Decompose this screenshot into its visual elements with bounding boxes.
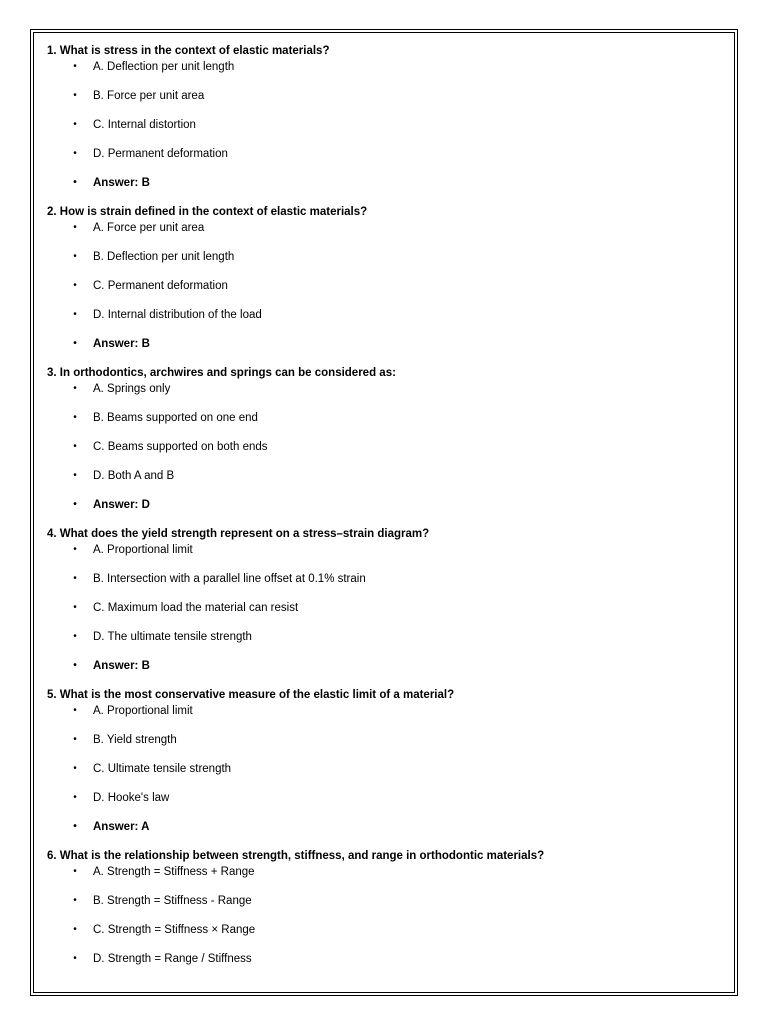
question-text: 1. What is stress in the context of elastic materials? (47, 45, 330, 57)
option-label: A. Force per unit area (93, 222, 205, 234)
option-item (47, 600, 727, 616)
option-label: C. Maximum load the material can resist (93, 602, 299, 614)
bullet-icon: • (73, 119, 77, 130)
option-item (47, 571, 727, 587)
option-item (47, 249, 727, 265)
bullet-icon: • (73, 499, 77, 510)
answer-item (47, 175, 727, 191)
option-list (47, 59, 727, 191)
answer-item (47, 658, 727, 674)
bullet-icon: • (73, 383, 77, 394)
bullet-icon: • (73, 280, 77, 291)
bullet-icon: • (73, 602, 77, 613)
option-item (47, 410, 727, 426)
option-item (47, 307, 727, 323)
option-item (47, 146, 727, 162)
bullet-icon: • (73, 61, 77, 72)
option-item (47, 117, 727, 133)
bullet-icon: • (73, 573, 77, 584)
option-item (47, 59, 727, 75)
option-item (47, 893, 727, 909)
bullet-icon: • (73, 251, 77, 262)
option-label: B. Deflection per unit length (93, 251, 235, 263)
question-text: 2. How is strain defined in the context of elastic materials? (47, 206, 368, 218)
option-label: D. Both A and B (93, 470, 175, 482)
answer-label: Answer: B (93, 177, 150, 189)
option-list (47, 381, 727, 513)
bullet-icon: • (73, 821, 77, 832)
bullet-icon: • (73, 544, 77, 555)
answer-item (47, 819, 727, 835)
option-item (47, 542, 727, 558)
option-label: D. The ultimate tensile strength (93, 631, 252, 643)
bullet-icon: • (73, 338, 77, 349)
bullet-icon: • (73, 148, 77, 159)
question-text: 6. What is the relationship between strength, stiffness, and range in orthodontic materials? (47, 850, 545, 862)
answer-item (47, 336, 727, 352)
bullet-icon: • (73, 177, 77, 188)
option-item (47, 439, 727, 455)
bullet-icon: • (73, 705, 77, 716)
option-item (47, 220, 727, 236)
quiz-content (47, 43, 727, 980)
option-item (47, 732, 727, 748)
option-item (47, 951, 727, 967)
bullet-icon: • (73, 953, 77, 964)
option-label: C. Strength = Stiffness × Range (93, 924, 256, 936)
option-label: D. Hooke's law (93, 792, 170, 804)
bullet-icon: • (73, 470, 77, 481)
option-list (47, 864, 727, 967)
option-item (47, 88, 727, 104)
question-5 (47, 687, 727, 835)
option-item (47, 922, 727, 938)
question-3 (47, 365, 727, 513)
option-item (47, 381, 727, 397)
option-item (47, 278, 727, 294)
option-label: A. Proportional limit (93, 705, 193, 717)
option-label: A. Strength = Stiffness + Range (93, 866, 255, 878)
bullet-icon: • (73, 309, 77, 320)
bullet-icon: • (73, 866, 77, 877)
bullet-icon: • (73, 412, 77, 423)
answer-label: Answer: A (93, 821, 150, 833)
option-label: A. Deflection per unit length (93, 61, 235, 73)
option-item (47, 629, 727, 645)
bullet-icon: • (73, 441, 77, 452)
bullet-icon: • (73, 90, 77, 101)
option-label: B. Intersection with a parallel line offset at 0.1% strain (93, 573, 366, 585)
option-list (47, 542, 727, 674)
option-label: B. Force per unit area (93, 90, 205, 102)
answer-label: Answer: B (93, 660, 150, 672)
bullet-icon: • (73, 734, 77, 745)
answer-label: Answer: B (93, 338, 150, 350)
option-label: C. Internal distortion (93, 119, 196, 131)
option-label: A. Proportional limit (93, 544, 193, 556)
option-label: B. Yield strength (93, 734, 177, 746)
option-list (47, 703, 727, 835)
question-4 (47, 526, 727, 674)
option-label: D. Permanent deformation (93, 148, 228, 160)
option-item (47, 468, 727, 484)
bullet-icon: • (73, 792, 77, 803)
bullet-icon: • (73, 763, 77, 774)
option-label: C. Beams supported on both ends (93, 441, 268, 453)
answer-item (47, 497, 727, 513)
question-2 (47, 204, 727, 352)
question-1 (47, 43, 727, 191)
option-label: D. Internal distribution of the load (93, 309, 262, 321)
question-text: 4. What does the yield strength represent on a stress–strain diagram? (47, 528, 430, 540)
option-label: C. Permanent deformation (93, 280, 228, 292)
bullet-icon: • (73, 895, 77, 906)
option-label: C. Ultimate tensile strength (93, 763, 232, 775)
option-list (47, 220, 727, 352)
option-item (47, 864, 727, 880)
bullet-icon: • (73, 631, 77, 642)
answer-label: Answer: D (93, 499, 150, 511)
bullet-icon: • (73, 924, 77, 935)
bullet-icon: • (73, 660, 77, 671)
bullet-icon: • (73, 222, 77, 233)
option-label: B. Strength = Stiffness - Range (93, 895, 252, 907)
option-label: A. Springs only (93, 383, 171, 395)
option-item (47, 761, 727, 777)
option-item (47, 703, 727, 719)
option-label: B. Beams supported on one end (93, 412, 258, 424)
question-6 (47, 848, 727, 967)
question-text: 3. In orthodontics, archwires and springs can be considered as: (47, 367, 396, 379)
option-item (47, 790, 727, 806)
option-label: D. Strength = Range / Stiffness (93, 953, 252, 965)
question-text: 5. What is the most conservative measure of the elastic limit of a material? (47, 689, 455, 701)
